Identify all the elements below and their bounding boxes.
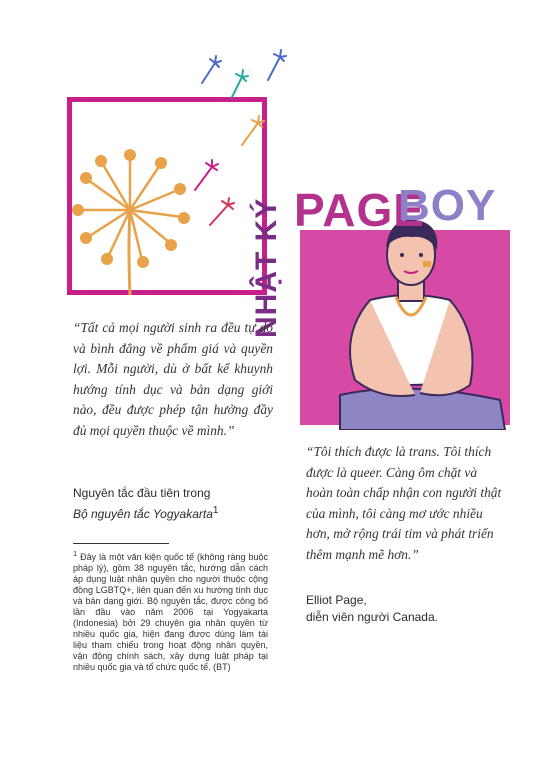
left-source-line1: Nguyên tắc đầu tiên trong [73,486,211,500]
left-source-title: Bộ nguyên tắc Yogyakarta [73,507,213,521]
footnote-divider [73,543,169,544]
portrait-illustration [300,205,520,430]
right-quote-source [306,592,506,626]
left-source-title-line [73,502,273,523]
right-quote: “Tôi thích được là trans. Tôi thích được là queer. Càng ôm chặt và hoàn toàn chấp nhận con người thật của mình, tôi càng mơ ước nhiều hơn, mở rộng trái tim và phát triển thêm mạnh mẽ hơn.” [306,444,502,562]
title-page: PAGE [294,184,425,236]
footnote-ref: 1 [212,505,219,516]
left-quote: “Tất cả mọi người sinh ra đều tự do và bình đẳng về phẩm giá và quyền lợi. Mỗi người, dù ở bất kể khuynh hướng tính dục và bản dạng giới nào, đều được phép tận hưởng đầy đủ mọi quyền thuộc về mình.” [73,320,273,438]
footnote-text: Đây là một văn kiện quốc tế (không ràng buộc pháp lý), gồm 38 nguyên tắc, hướng dẫn cách áp dụng luật nhân quyền cho người thuộc cộng đồng LGBTQ+, liên quan đến xu hướng tính dục và bản dạng giới. Bộ nguyên tắc, được công bố lần đầu vào năm 2006 tại Yogyakarta (Indonesia) bởi 29 chuyên gia nhân quyền từ nhiều quốc gia, hiện đang được dùng làm tài liệu tham chiếu trong hoạt động nhân quyền, vận động chính sách, xây dựng luật pháp tại nhiều quốc gia và tổ chức quốc tế. (BT) [73,552,268,672]
title-boy: BOY [398,181,497,230]
right-source-desc: diễn viên người Canada. [306,610,438,624]
footnote [73,548,268,673]
title-nhat-ky: NHẬT KÝ [250,197,283,338]
left-quote-source [73,485,273,523]
right-source-name: Elliot Page, [306,593,367,607]
footnote-marker: 1 [73,549,78,558]
